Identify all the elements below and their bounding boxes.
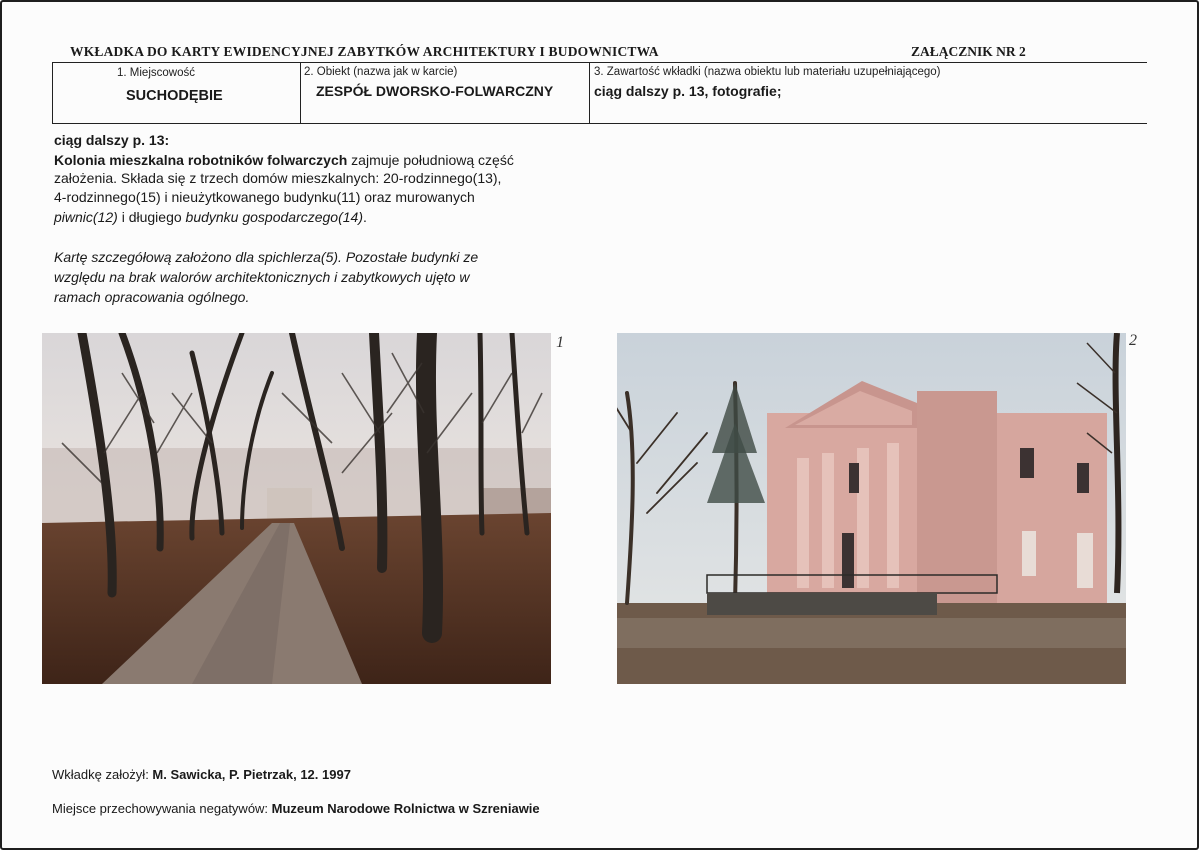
object-label: 2. Obiekt (nazwa jak w karcie) [304, 66, 458, 78]
content-value: ciąg dalszy p. 13, fotografie; [594, 83, 782, 99]
negatives-value: Muzeum Narodowe Rolnictwa w Szreniawie [271, 801, 540, 816]
table-divider-2 [589, 62, 590, 123]
continuation-heading: ciąg dalszy p. 13: [54, 132, 170, 148]
annex-number: ZAŁĄCZNIK NR 2 [911, 44, 1026, 59]
paragraph-1-line-3: 4-rodzinnego(15) i nieużytkowanego budynku(11) oraz murowanych [54, 189, 475, 205]
photo-2-number: 2 [1129, 332, 1137, 349]
author-line [52, 767, 351, 782]
author-value: M. Sawicka, P. Pietrzak, 12. 1997 [152, 767, 351, 782]
negatives-label: Miejsce przechowywania negatywów: [52, 801, 272, 816]
location-label: 1. Miejscowość [117, 67, 195, 79]
photo-2-manor-house [617, 333, 1126, 684]
p1-l1-rest: zajmuje południową część [347, 152, 514, 168]
paragraph-1-line-1 [54, 150, 514, 170]
document-title: WKŁADKA DO KARTY EWIDENCYJNEJ ZABYTKÓW ARCHITEKTURY I BUDOWNICTWA [70, 44, 659, 59]
table-bottom-border [52, 123, 1147, 124]
farm-building-ref: budynku gospodarczego(14) [185, 209, 363, 225]
location-value: SUCHODĘBIE [126, 88, 223, 104]
content-label: 3. Zawartość wkładki (nazwa obiektu lub materiału uzupełniającego) [594, 66, 941, 78]
object-value: ZESPÓŁ DWORSKO-FOLWARCZNY [316, 83, 554, 99]
photo-1-tree-alley [42, 333, 551, 684]
p1-l4-mid: i długiego [117, 209, 186, 225]
paragraph-1-line-4 [54, 207, 367, 227]
paragraph-2-line-2: względu na brak walorów architektonicznych i zabytkowych ujęto w [54, 269, 470, 285]
colony-name: Kolonia mieszkalna robotników folwarczych [54, 152, 348, 168]
paragraph-2-line-1: Kartę szczegółową założono dla spichlerza(5). Pozostałe budynki ze [54, 249, 479, 265]
table-divider-1 [300, 62, 301, 123]
paragraph-1-line-2: założenia. Składa się z trzech domów mieszkalnych: 20-rodzinnego(13), [54, 170, 502, 186]
cellars-ref: piwnic(12) [54, 209, 118, 225]
author-label: Wkładkę założył: [52, 767, 153, 782]
p1-l4-end: . [363, 209, 367, 225]
negatives-line [52, 801, 540, 816]
paragraph-2-line-3: ramach opracowania ogólnego. [54, 289, 250, 305]
table-left-border [52, 62, 53, 123]
photo-1-number: 1 [556, 334, 564, 351]
table-top-border [52, 62, 1147, 63]
